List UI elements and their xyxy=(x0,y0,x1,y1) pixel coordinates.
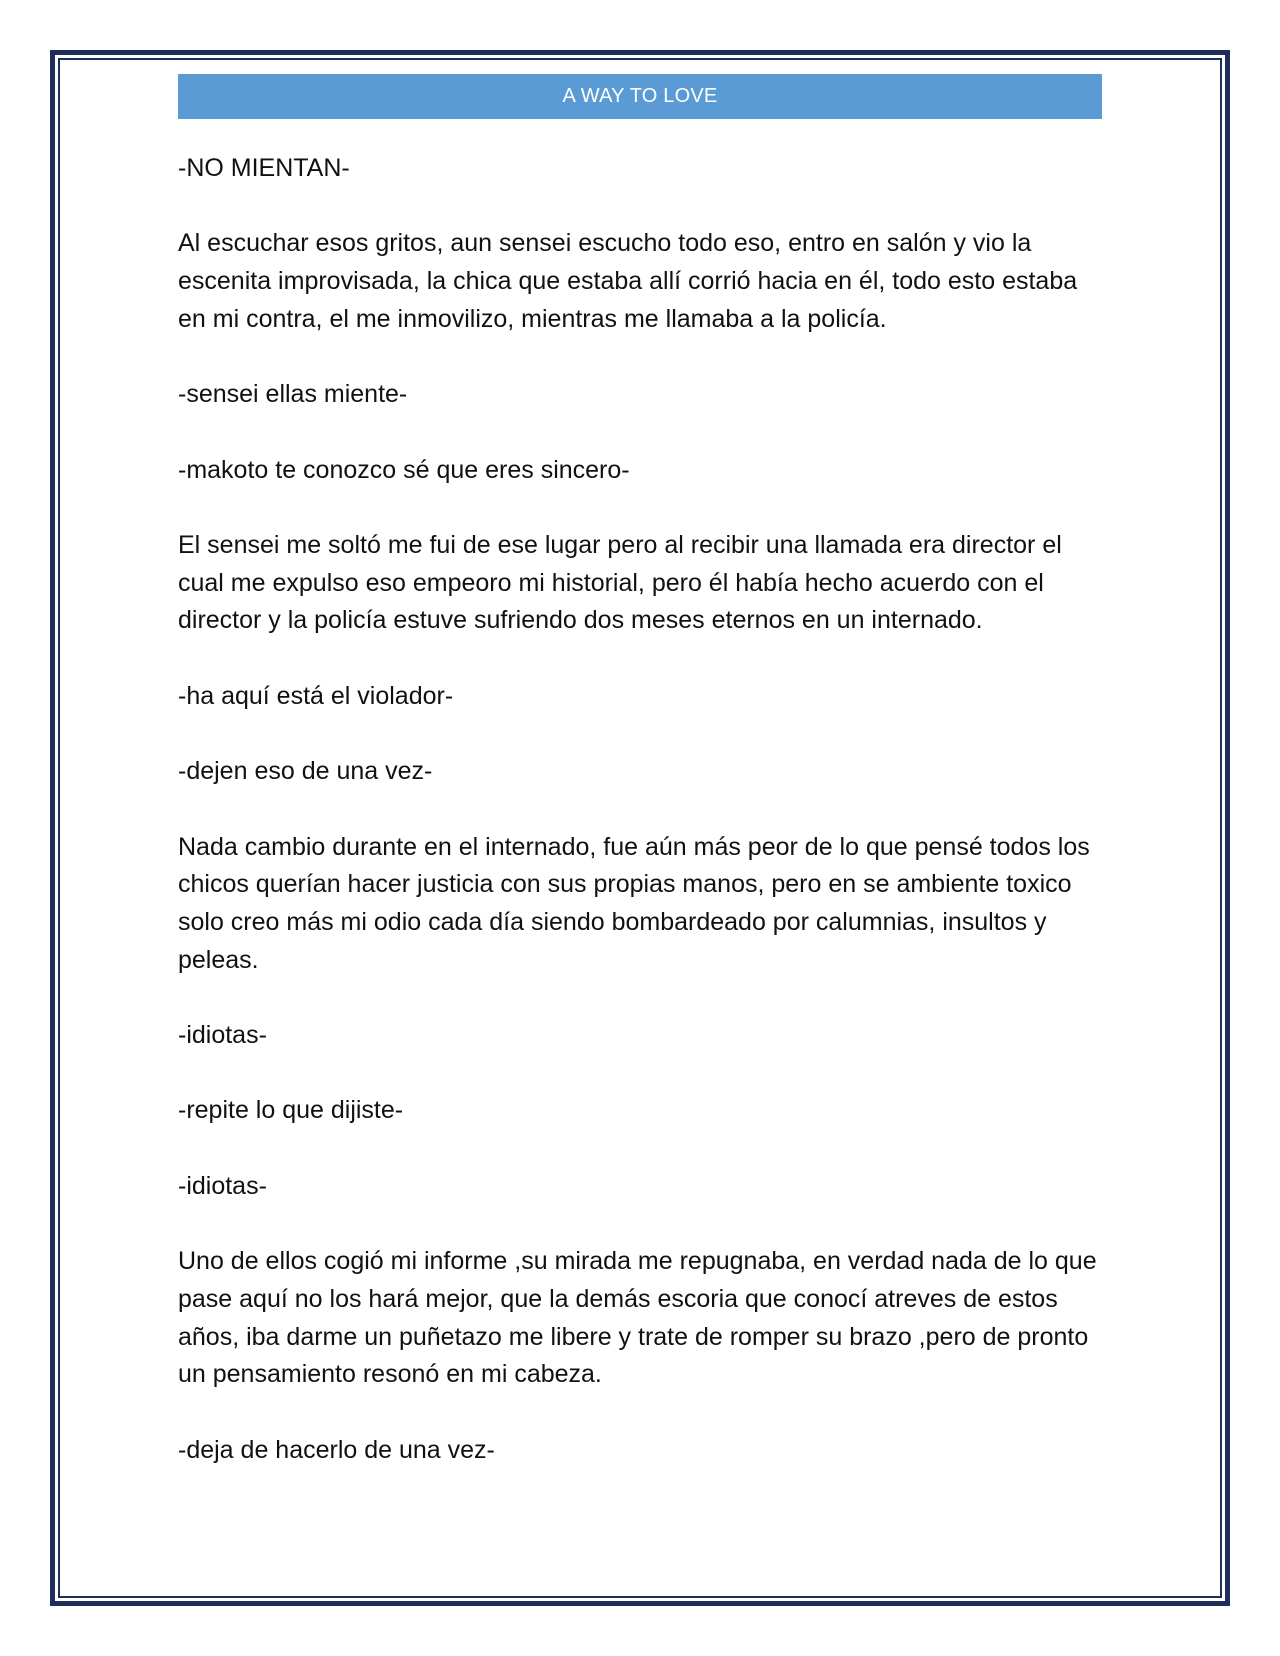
paragraph: -repite lo que dijiste- xyxy=(178,1096,404,1125)
paragraph: -makoto te conozco sé que eres sincero- xyxy=(178,455,630,484)
paragraph: -idiotas- xyxy=(178,1021,267,1050)
paragraph: -idiotas- xyxy=(178,1171,267,1200)
document-body xyxy=(178,150,1108,1507)
paragraph: -dejen eso de una vez- xyxy=(178,757,433,786)
header-bar xyxy=(178,74,1102,119)
paragraph: Uno de ellos cogió mi informe ,su mirada me repugnaba, en verdad nada de lo que pase aquí no los hará mejor, que la demás escoria que conocí atreves de estos años, iba darme un puñetazo me libere y trate de romper su brazo ,pero de pronto un pensamiento resonó en mi cabeza. xyxy=(178,1247,1097,1389)
paragraph: -deja de hacerlo de una vez- xyxy=(178,1435,495,1464)
paragraph: -NO MIENTAN- xyxy=(178,154,350,182)
paragraph: -ha aquí está el violador- xyxy=(178,681,454,710)
paragraph: Al escuchar esos gritos, aun sensei escucho todo eso, entro en salón y vio la escenita improvisada, la chica que estaba allí corrió hacia en él, todo esto estaba en mi contra, el me inmovilizo, mientras me llamaba a la policía. xyxy=(178,229,1078,333)
paragraph: Nada cambio durante en el internado, fue aún más peor de lo que pensé todos los chicos querían hacer justicia con sus propias manos, pero en se ambiente toxico solo creo más mi odio cada día siendo bombardeado por calumnias, insultos y peleas. xyxy=(178,832,1090,974)
paragraph: El sensei me soltó me fui de ese lugar pero al recibir una llamada era director el cual me expulso eso empeoro mi historial, pero él había hecho acuerdo con el director y la policía estuve sufriendo dos meses eternos en un internado. xyxy=(178,530,1062,635)
page-title: A WAY TO LOVE xyxy=(562,85,718,107)
paragraph: -sensei ellas miente- xyxy=(178,380,408,409)
